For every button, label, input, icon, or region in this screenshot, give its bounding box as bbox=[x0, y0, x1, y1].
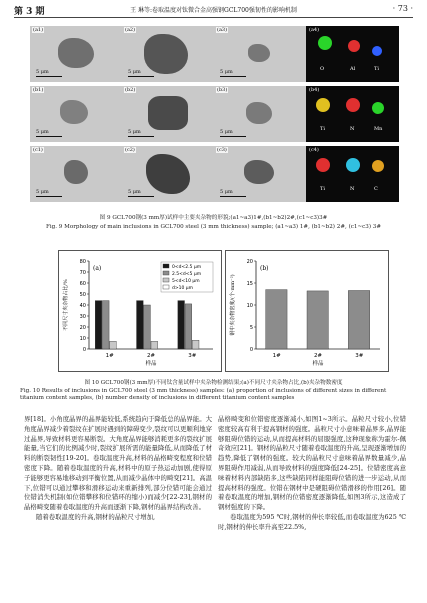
bar bbox=[266, 290, 287, 349]
panel-label: (a1) bbox=[33, 27, 44, 33]
panel-label: (c1) bbox=[33, 147, 43, 153]
page-header bbox=[0, 0, 427, 18]
bar bbox=[192, 340, 199, 349]
micrograph-c2 bbox=[122, 146, 215, 202]
panel-label: (b2) bbox=[125, 87, 136, 93]
y-tick-label: 20 bbox=[79, 325, 86, 331]
micrograph-row-a bbox=[30, 26, 398, 84]
bar bbox=[95, 301, 102, 349]
bar bbox=[137, 301, 144, 349]
legend-swatch bbox=[163, 278, 169, 282]
chart-a-container bbox=[58, 250, 222, 372]
element-label: Mn bbox=[374, 126, 383, 132]
scale-bar bbox=[36, 196, 62, 197]
eds-map-a4 bbox=[306, 26, 399, 82]
scale-text: 5 μm bbox=[220, 189, 233, 195]
legend-swatch bbox=[163, 264, 169, 268]
element-label: N bbox=[350, 126, 355, 132]
y-tick-label: 60 bbox=[79, 281, 86, 287]
x-tick-label: 3# bbox=[188, 353, 197, 359]
scale-bar bbox=[220, 196, 246, 197]
panel-label: (b) bbox=[260, 265, 269, 272]
y-tick-label: 5 bbox=[249, 325, 253, 331]
legend-swatch bbox=[163, 285, 169, 289]
scale-text: 5 μm bbox=[220, 69, 233, 75]
bar bbox=[178, 301, 185, 349]
x-tick-label: 2# bbox=[313, 353, 323, 359]
x-tick-label: 3# bbox=[355, 353, 364, 359]
header-rule bbox=[14, 17, 413, 18]
scale-text: 5 μm bbox=[128, 69, 141, 75]
y-tick-label: 30 bbox=[79, 314, 86, 320]
x-tick-label: 1# bbox=[105, 353, 114, 359]
micrograph-a1 bbox=[30, 26, 123, 82]
scale-bar bbox=[128, 196, 154, 197]
scale-text: 5 μm bbox=[220, 129, 233, 135]
scale-bar bbox=[36, 136, 62, 137]
figure-10-caption bbox=[20, 380, 407, 403]
micrograph-a3 bbox=[214, 26, 307, 82]
scale-bar bbox=[36, 76, 62, 77]
issue-number: 第 3 期 bbox=[14, 7, 45, 17]
panel-label: (b1) bbox=[33, 87, 44, 93]
y-tick-label: 50 bbox=[79, 292, 86, 298]
element-label: N bbox=[350, 186, 355, 192]
running-title: 王 琳等:卷取温度对钛微合金高强钢GCL700强韧性的影响机制 bbox=[130, 7, 297, 14]
y-axis-label: 不同尺寸夹杂物占比/% bbox=[63, 279, 69, 331]
element-label: C bbox=[374, 186, 378, 192]
micrograph-b3 bbox=[214, 86, 307, 142]
bar bbox=[348, 290, 369, 349]
paragraph: 卷取温度为595 ℃时,钢材的伸长率较低,而卷取温度为625 ℃时,钢材的伸长率升高至22.5%, bbox=[218, 512, 406, 531]
micrograph-a2 bbox=[122, 26, 215, 82]
scale-bar bbox=[128, 136, 154, 137]
bar bbox=[307, 291, 328, 349]
eds-map-b4 bbox=[306, 86, 399, 142]
paragraph: 界[18]。小角度晶界的晶界能较低,系统趋向于降低总的晶界能。大角度晶界减少着裂纹在扩展时遇到的障碍变少,裂纹可以更顺利地穿过晶界,导致材料更容易断裂。大角度晶界能够消耗更多的裂纹扩展能量,当它们的比例减少时,裂纹扩展所需的能量降低,从而降低了材料的断裂韧性[19-20]。卷取温度升高,材料的晶格畸变程度和位错密度下降。随着卷取温度的升高,材料中的原子热运动加剧,使得原子能够更容易地移动到平衡位置,从而减少晶体中的畸变[21]。高温下,位错可以通过攀移和滑移运动来重新排列,部分位错可能会通过位错消失机制(如位错攀移和位错环的缩小)而减少[22-23],钢材的晶格畸变随着卷取温度的升高而逐渐下降,钢材的晶界结构改善。 bbox=[24, 415, 212, 512]
bar bbox=[151, 341, 158, 349]
figure-9-caption-en: Fig. 9 Morphology of main inclusions in GCL700 steel (3 mm thickness) sample; (a1~a3) 1#, (b1~b2) 2#, (c1~c3) 3# bbox=[45, 224, 382, 230]
panel-label: (c4) bbox=[309, 147, 319, 153]
page-number: · 73 · bbox=[392, 4, 413, 13]
figure-9-caption-cn: 图 9 GCL700钢(3 mm厚)试样中主要夹杂物的形貌;(a1~a3)1#,(b1~b2)2#,(c1~c3)3# bbox=[99, 215, 328, 221]
panel-label: (a) bbox=[93, 265, 102, 272]
micrograph-row-b bbox=[30, 86, 398, 144]
legend-label: 2.5<d<5 μm bbox=[172, 272, 202, 277]
scale-bar bbox=[128, 76, 154, 77]
panel-label: (a4) bbox=[309, 27, 320, 33]
scale-text: 5 μm bbox=[36, 189, 49, 195]
micrograph-b1 bbox=[30, 86, 123, 142]
legend-label: 0<d<2.5 μm bbox=[172, 265, 202, 270]
chart-a bbox=[59, 251, 221, 371]
legend-swatch bbox=[163, 271, 169, 275]
panel-label: (c3) bbox=[217, 147, 227, 153]
micrograph-c3 bbox=[214, 146, 307, 202]
bar bbox=[110, 341, 117, 349]
element-label: Al bbox=[350, 66, 356, 72]
legend-label: d>10 μm bbox=[172, 286, 194, 291]
element-label: O bbox=[320, 66, 325, 72]
bar bbox=[185, 304, 192, 349]
y-tick-label: 0 bbox=[249, 347, 253, 353]
scale-text: 5 μm bbox=[128, 189, 141, 195]
scale-text: 5 μm bbox=[128, 129, 141, 135]
panel-label: (a2) bbox=[125, 27, 136, 33]
y-tick-label: 15 bbox=[246, 281, 253, 287]
y-tick-label: 40 bbox=[79, 303, 86, 309]
panel-label: (a3) bbox=[217, 27, 228, 33]
micrograph-row-c bbox=[30, 146, 398, 204]
x-tick-label: 2# bbox=[146, 353, 156, 359]
body-column-left bbox=[24, 415, 212, 523]
micrograph-b2 bbox=[122, 86, 215, 142]
paragraph: 晶格畸变和位错密度逐渐减小,如图1~3所示。晶粒尺寸较小,位错密度较高有利于提高钢材的强度。晶粒尺寸小意味着晶界多,晶界能够阻碍位错的运动,从而提高材料的屈服强度,这种现象称为霍尔-佩奇效应[21]。钢材的晶粒尺寸随着卷取温度的升高,呈现逐渐增加的趋势,降低了钢材的强度。较大的晶粒尺寸意味着晶界数量减少,晶界阻碍作用减弱,从而导致材料的强度降低[24-25]。位错密度高意味着材料内部缺陷多,这些缺陷同样能阻碍位错的进一步运动,从而提高材料的强度。位错在钢材中是硬阻碍位错滑移的作用[26]。随着卷取温度的增加,钢材的位错密度逐渐降低,如图3所示,这造成了钢材强度的下降。 bbox=[218, 415, 406, 512]
legend-label: 5<d<10 μm bbox=[172, 279, 200, 284]
figure-10-caption-cn: 图 10 GCL700钢(3 mm厚)不同钛含量试样中夹杂物检测结果;(a)不同尺寸夹杂物占比,(b)夹杂物数密度 bbox=[84, 380, 343, 386]
bar bbox=[102, 301, 109, 349]
body-column-right bbox=[218, 415, 406, 533]
bar bbox=[144, 305, 151, 349]
chart-b bbox=[226, 251, 388, 371]
paragraph: 随着卷取温度的升高,钢材的晶粒尺寸增加, bbox=[36, 512, 156, 521]
scale-text: 5 μm bbox=[36, 69, 49, 75]
y-tick-label: 0 bbox=[82, 347, 86, 353]
y-axis-label: 钢中夹杂物密度/(个·mm⁻²) bbox=[230, 274, 236, 336]
figure-10-caption-en: Fig. 10 Results of inclusions in GCL700 steel (3 mm thickness) samples: (a) proportion of inclusions of different sizes in different titanium content samples, (b) number density of inclusions in different titanium content samples bbox=[20, 387, 387, 402]
panel-label: (b4) bbox=[309, 87, 320, 93]
y-tick-label: 10 bbox=[79, 336, 86, 342]
element-label: Ti bbox=[374, 66, 379, 72]
y-tick-label: 70 bbox=[79, 270, 86, 276]
element-label: Ti bbox=[320, 186, 325, 192]
x-axis-label: 样品 bbox=[145, 361, 157, 367]
x-axis-label: 样品 bbox=[312, 361, 324, 367]
scale-text: 5 μm bbox=[36, 129, 49, 135]
y-tick-label: 80 bbox=[79, 259, 86, 265]
chart-b-container bbox=[225, 250, 389, 372]
y-tick-label: 20 bbox=[246, 259, 253, 265]
scale-bar bbox=[220, 76, 246, 77]
element-label: Ti bbox=[320, 126, 325, 132]
eds-map-c4 bbox=[306, 146, 399, 202]
panel-label: (c2) bbox=[125, 147, 135, 153]
y-tick-label: 10 bbox=[246, 303, 253, 309]
figure-9-micrographs bbox=[30, 26, 398, 206]
scale-bar bbox=[220, 136, 246, 137]
panel-label: (b3) bbox=[217, 87, 228, 93]
micrograph-c1 bbox=[30, 146, 123, 202]
x-tick-label: 1# bbox=[272, 353, 281, 359]
